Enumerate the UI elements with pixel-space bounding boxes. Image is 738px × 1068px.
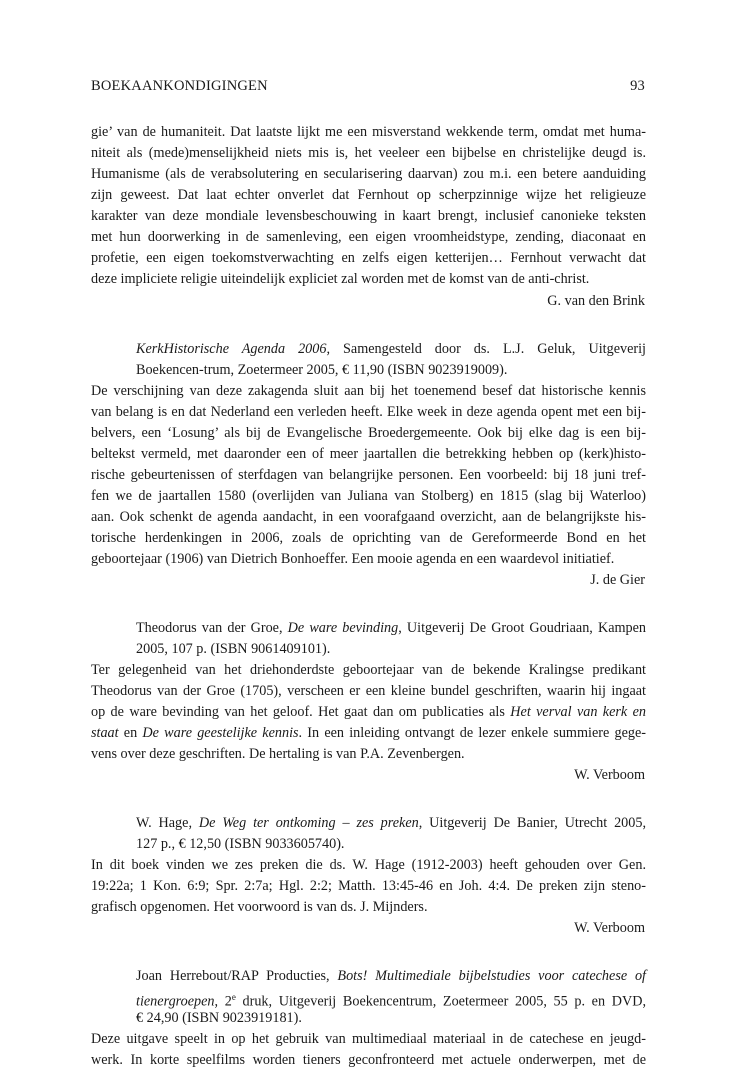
paragraph-line: rische gebeurtenissen of sterfdagen van belangrijke personen. Een voorbeeld: bij 18 juni tref- <box>91 467 646 483</box>
paragraph-line: gie’ van de humaniteit. Dat laatste lijkt me een misverstand wekkende term, omdat met huma- <box>91 124 646 140</box>
running-head: BOEKAANKONDIGINGEN <box>91 78 268 94</box>
citation-line: 127 p., € 12,50 (ISBN 9033605740). <box>136 836 345 852</box>
paragraph-line: van belang is en dat Nederland een verleden heeft. Elke week in deze agenda opent met een bij- <box>91 404 646 420</box>
paragraph-line: Humanisme (als de verabsolutering en secularisering daarvan) zou m.i. een betere aanduiding <box>91 166 646 182</box>
citation-line: Boekencen-trum, Zoetermeer 2005, € 11,90 (ISBN 9023919009). <box>136 362 508 378</box>
paragraph-line: Ter gelegenheid van het driehonderdste geboortejaar van de bekende Kralingse predikant <box>91 662 646 678</box>
paragraph-line: torische herdenkingen in 2006, zoals de oprichting van de Gereformeerde Bond en het <box>91 530 646 546</box>
paragraph-line: 19:22a; 1 Kon. 6:9; Spr. 2:7a; Hgl. 2:2; Matth. 13:45-46 en Joh. 4:4. De preken zijn steno- <box>91 878 646 894</box>
citation-line: KerkHistorische Agenda 2006, Samengesteld door ds. L.J. Geluk, Uitgeverij <box>136 341 646 357</box>
paragraph-line: op de ware bevinding van het geloof. Het gaat dan om publicaties als Het verval van kerk en <box>91 704 646 720</box>
paragraph-line: fen we de jaartallen 1580 (overlijden van Juliana van Stolberg) en 1815 (slag bij Waterloo) <box>91 488 646 504</box>
paragraph-line: belvers, een ‘Losung’ als bij de Evangelische Broedergemeente. Ook bij elke dag is een bij- <box>91 425 646 441</box>
reviewer-signature: J. de Gier <box>590 572 645 588</box>
citation-line: W. Hage, De Weg ter ontkoming – zes preken, Uitgeverij De Banier, Utrecht 2005, <box>136 815 646 831</box>
book-title: Het verval van kerk en <box>510 704 646 720</box>
paragraph-line: De verschijning van deze zakagenda sluit aan bij het toenemend besef dat historische kennis <box>91 383 646 399</box>
paragraph-line: niteit als (mede)menselijkheid niets mis is, het veeleer een bijbelse en christelijke deugd is. <box>91 145 646 161</box>
paragraph-line: Theodorus van der Groe (1705), verscheen er een kleine bundel geschriften, waarin hij ingaat <box>91 683 646 699</box>
page-number: 93 <box>630 78 645 94</box>
citation-line: € 24,90 (ISBN 9023919181). <box>136 1010 302 1026</box>
paragraph-line: grafisch opgenomen. Het voorwoord is van ds. J. Mijnders. <box>91 899 428 915</box>
book-title: De Weg ter ontkoming – zes preken <box>198 815 419 831</box>
paragraph-line: beltekst vermeld, met daaronder een of meer jaartallen die betrekking hebben op (kerk)histo- <box>91 446 646 462</box>
paragraph-line: staat en De ware geestelijke kennis. In een inleiding ontvangt de lezer enkele summiere gege- <box>91 725 646 741</box>
citation-line: Joan Herrebout/RAP Producties, Bots! Multimediale bijbelstudies voor catechese of <box>136 968 646 984</box>
book-title: KerkHistorische Agenda 2006, <box>136 341 330 357</box>
book-title: De ware geestelijke kennis <box>142 725 299 741</box>
paragraph-line: In dit boek vinden we zes preken die ds. W. Hage (1912-2003) heeft gehouden over Gen. <box>91 857 646 873</box>
paragraph-line: profetie, een eigen toekomstverwachting en zelfs eigen ketterijen… Fernhout verwacht dat <box>91 250 646 266</box>
book-title: De ware bevinding <box>287 620 399 636</box>
paragraph-line: Deze uitgave speelt in op het gebruik van multimediaal materiaal in de catechese en jeugd- <box>91 1031 646 1047</box>
book-title: Bots! Multimediale bijbelstudies voor catechese of <box>337 968 646 984</box>
citation-line: Theodorus van der Groe, De ware bevinding, Uitgeverij De Groot Goudriaan, Kampen <box>136 620 647 636</box>
paragraph-line: aan. Ook schenkt de agenda aandacht, in een voorafgaand overzicht, aan de belangrijkste his- <box>91 509 646 525</box>
paragraph-line: deze impliciete religie uiteindelijk expliciet zal worden met de komst van de anti-christ. <box>91 271 590 287</box>
paragraph-line: zijn geweest. Dat laat echter onverlet dat Fernhout op scherpzinnige wijze het religieuze <box>91 187 646 203</box>
reviewer-signature: G. van den Brink <box>547 293 645 309</box>
paragraph-line: karakter van deze mondiale levensbeschouwing in kaart brengt, inclusief canonieke teksten <box>91 208 646 224</box>
paragraph-line: met hun doorwerking in de samenleving, een eigen vroomheidstype, zending, diaconaat en <box>91 229 646 245</box>
citation-line: 2005, 107 p. (ISBN 9061409101). <box>136 641 331 657</box>
reviewer-signature: W. Verboom <box>574 767 645 783</box>
citation-line: tienergroepen, 2e druk, Uitgeverij Boekencentrum, Zoetermeer 2005, 55 p. en DVD, <box>136 992 647 1010</box>
paragraph-line: werk. In korte speelfilms worden tieners geconfronteerd met actuele onderwerpen, met de <box>91 1052 646 1068</box>
paragraph-line: vens over deze geschriften. De hertaling is van P.A. Zevenbergen. <box>91 746 465 762</box>
paragraph-line: geboortejaar (1906) van Dietrich Bonhoeffer. Een mooie agenda en een waardevol initiatief. <box>91 551 615 567</box>
reviewer-signature: W. Verboom <box>574 920 645 936</box>
